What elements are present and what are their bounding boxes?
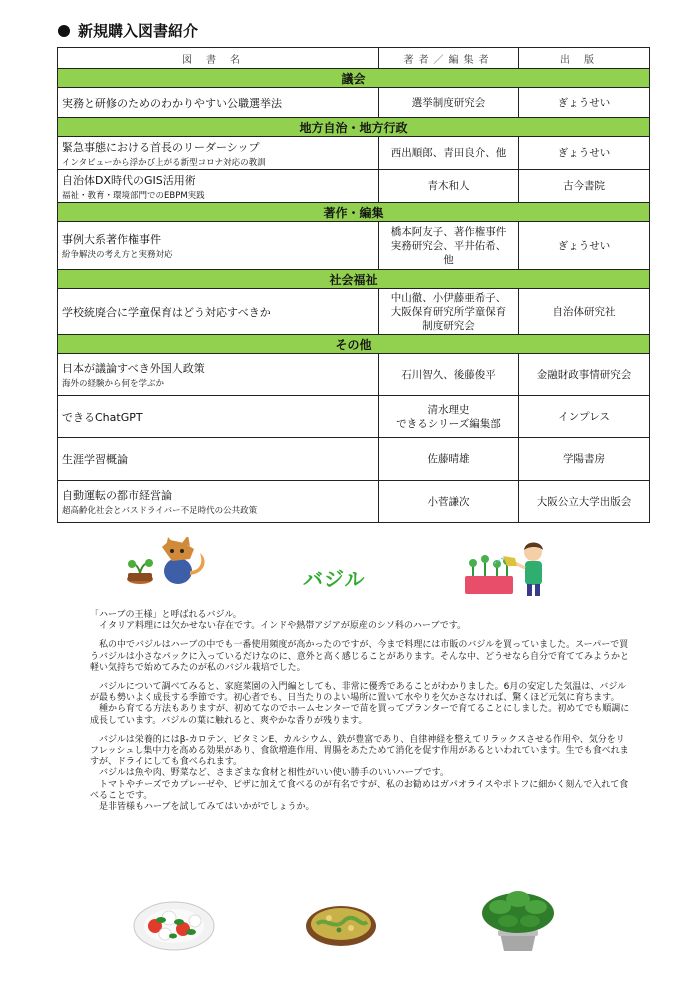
category-row — [58, 270, 650, 289]
book-publisher: 自治体研究社 — [519, 289, 650, 335]
category-row — [58, 335, 650, 354]
table-row — [58, 222, 650, 270]
book-author: 清水理史 できるシリーズ編集部 — [379, 396, 519, 438]
header-title: 図書名 — [58, 48, 379, 69]
book-table — [57, 47, 650, 523]
book-publisher: 金融財政事情研究会 — [519, 354, 650, 396]
book-title: 自治体DX時代のGIS活用術 — [62, 173, 196, 187]
table-row — [58, 88, 650, 118]
article-paragraph: バジルについて調べてみると、家庭菜園の入門編としても、非常に優秀であることがわかりました。6月の安定した気温は、バジルが最も勢いよく成長する季節です。初心者でも、日当たりのよい場所に置いて水やりを欠かさなければ、驚くほど元気に育ちます。 種から育てる方法もありますが、初めてなのでホームセンターで苗を買ってプランターで育てることにしました。初めてでも順調に成長しています。バジルの葉に触れると、爽やかな香りが残ります。 — [90, 682, 630, 726]
book-author: 橋本阿友子、著作権事件 実務研究会、平井佑希、 他 — [379, 222, 519, 270]
bullet-icon — [58, 25, 70, 37]
book-publisher: ぎょうせい — [519, 88, 650, 118]
book-subtitle: インタビューから浮かび上がる新型コロナ対応の教訓 — [62, 157, 266, 168]
article-paragraph: 私の中でバジルはハーブの中でも一番使用頻度が高かったのですが、今まで料理には市販のバジルを買っていました。スーパーで買うバジルは小さなパックに入っているだけなのに、意外と高く感じることがあります。そんな中、どうせなら自分で育ててみようかと軽い気持ちで始めてみたのが私のバジル栽培でした。 — [90, 640, 630, 673]
book-title-cell — [58, 396, 379, 438]
category-label: 議会 — [58, 69, 650, 88]
book-title-cell — [58, 289, 379, 335]
book-title: 自動運転の都市経営論 — [62, 489, 172, 502]
article-paragraph: バジルは栄養的にはβ-カロテン、ビタミンE、カルシウム、鉄が豊富であり、自律神経を整えてリラックスさせる作用や、気分をリフレッシュし集中力を高める効果があり、食欲増進作用、胃腸をあたためて消化を促す作用があるといわれています。生でも食べれますが、ドライにしても食べられます。 バジルは魚や肉、野菜など、さまざまな食材と相性がいい使い勝手のいいハーブです。 トマトやチーズでカプレーゼや、ピザに加えて食べるのが有名ですが、私のお勧めはガパオライスやポトフに細かく刻んで入れて食べることです。 是非皆様もハーブを試してみてはいかがでしょうか。 — [90, 734, 629, 813]
basil-pasta-icon — [305, 898, 377, 948]
book-subtitle: 福祉・教育・環境部門でのEBPM実践 — [62, 190, 205, 201]
book-title-cell — [58, 354, 379, 396]
table-row — [58, 396, 650, 438]
table-row — [58, 289, 650, 335]
book-subtitle: 海外の経験から何を学ぶか — [62, 379, 165, 389]
book-publisher: ぎょうせい — [519, 222, 650, 270]
book-title-cell — [58, 88, 379, 118]
book-author: 青木和人 — [379, 170, 519, 203]
book-title: 事例大系著作権事件 — [62, 233, 161, 246]
book-author: 中山徹、小伊藤亜希子、 大阪保育研究所学童保育 制度研究会 — [379, 289, 519, 335]
category-row — [58, 203, 650, 222]
book-title: 日本が議論すべき外国人政策 — [62, 362, 205, 375]
book-author: 西出順郎、青田良介、他 — [379, 137, 519, 170]
header-author: 著者／編集者 — [379, 48, 519, 69]
book-author: 小菅謙次 — [379, 481, 519, 523]
book-title: できるChatGPT — [62, 410, 143, 424]
caprese-salad-icon — [133, 896, 215, 952]
book-title-cell — [58, 170, 379, 203]
category-label: 社会福祉 — [58, 270, 650, 289]
page-heading-text: 新規購入図書紹介 — [78, 22, 199, 40]
book-subtitle: 紛争解決の考え方と実務対応 — [62, 250, 173, 260]
category-label: その他 — [58, 335, 650, 354]
book-publisher: インプレス — [519, 396, 650, 438]
table-row — [58, 170, 650, 203]
article-body — [90, 610, 630, 821]
book-author: 石川智久、後藤俊平 — [379, 354, 519, 396]
page-heading — [58, 20, 198, 41]
book-title: 生涯学習概論 — [62, 453, 128, 466]
book-title-cell — [58, 222, 379, 270]
book-author: 佐藤晴雄 — [379, 438, 519, 481]
table-row — [58, 438, 650, 481]
fox-gardener-icon — [120, 537, 210, 589]
book-title-cell — [58, 137, 379, 170]
book-title: 緊急事態における首長のリーダーシップ — [62, 140, 260, 154]
category-row — [58, 69, 650, 88]
girl-watering-plants-icon — [463, 538, 558, 598]
table-header-row — [58, 48, 650, 69]
table-row — [58, 137, 650, 170]
book-publisher: 古今書院 — [519, 170, 650, 203]
book-title: 学校統廃合に学童保育はどう対応すべきか — [62, 305, 271, 319]
book-publisher: 大阪公立大学出版会 — [519, 481, 650, 523]
article-paragraph: 「ハーブの王様」と呼ばれるバジル。 イタリア料理には欠かせない存在です。インドや熱帯アジアが原産のシソ科のハーブです。 — [90, 610, 467, 632]
book-title-cell — [58, 481, 379, 523]
book-publisher: ぎょうせい — [519, 137, 650, 170]
potted-basil-icon — [478, 885, 558, 953]
article-title: バジル — [303, 567, 366, 591]
category-label: 地方自治・地方行政 — [58, 118, 650, 137]
category-row — [58, 118, 650, 137]
book-title: 実務と研修のためのわかりやすい公職選挙法 — [62, 96, 282, 110]
book-publisher: 学陽書房 — [519, 438, 650, 481]
book-author: 選挙制度研究会 — [379, 88, 519, 118]
table-row — [58, 354, 650, 396]
header-publisher: 出版 — [519, 48, 650, 69]
table-row — [58, 481, 650, 523]
category-label: 著作・編集 — [58, 203, 650, 222]
book-subtitle: 超高齢化社会とバスドライバー不足時代の公共政策 — [62, 506, 258, 516]
book-title-cell — [58, 438, 379, 481]
